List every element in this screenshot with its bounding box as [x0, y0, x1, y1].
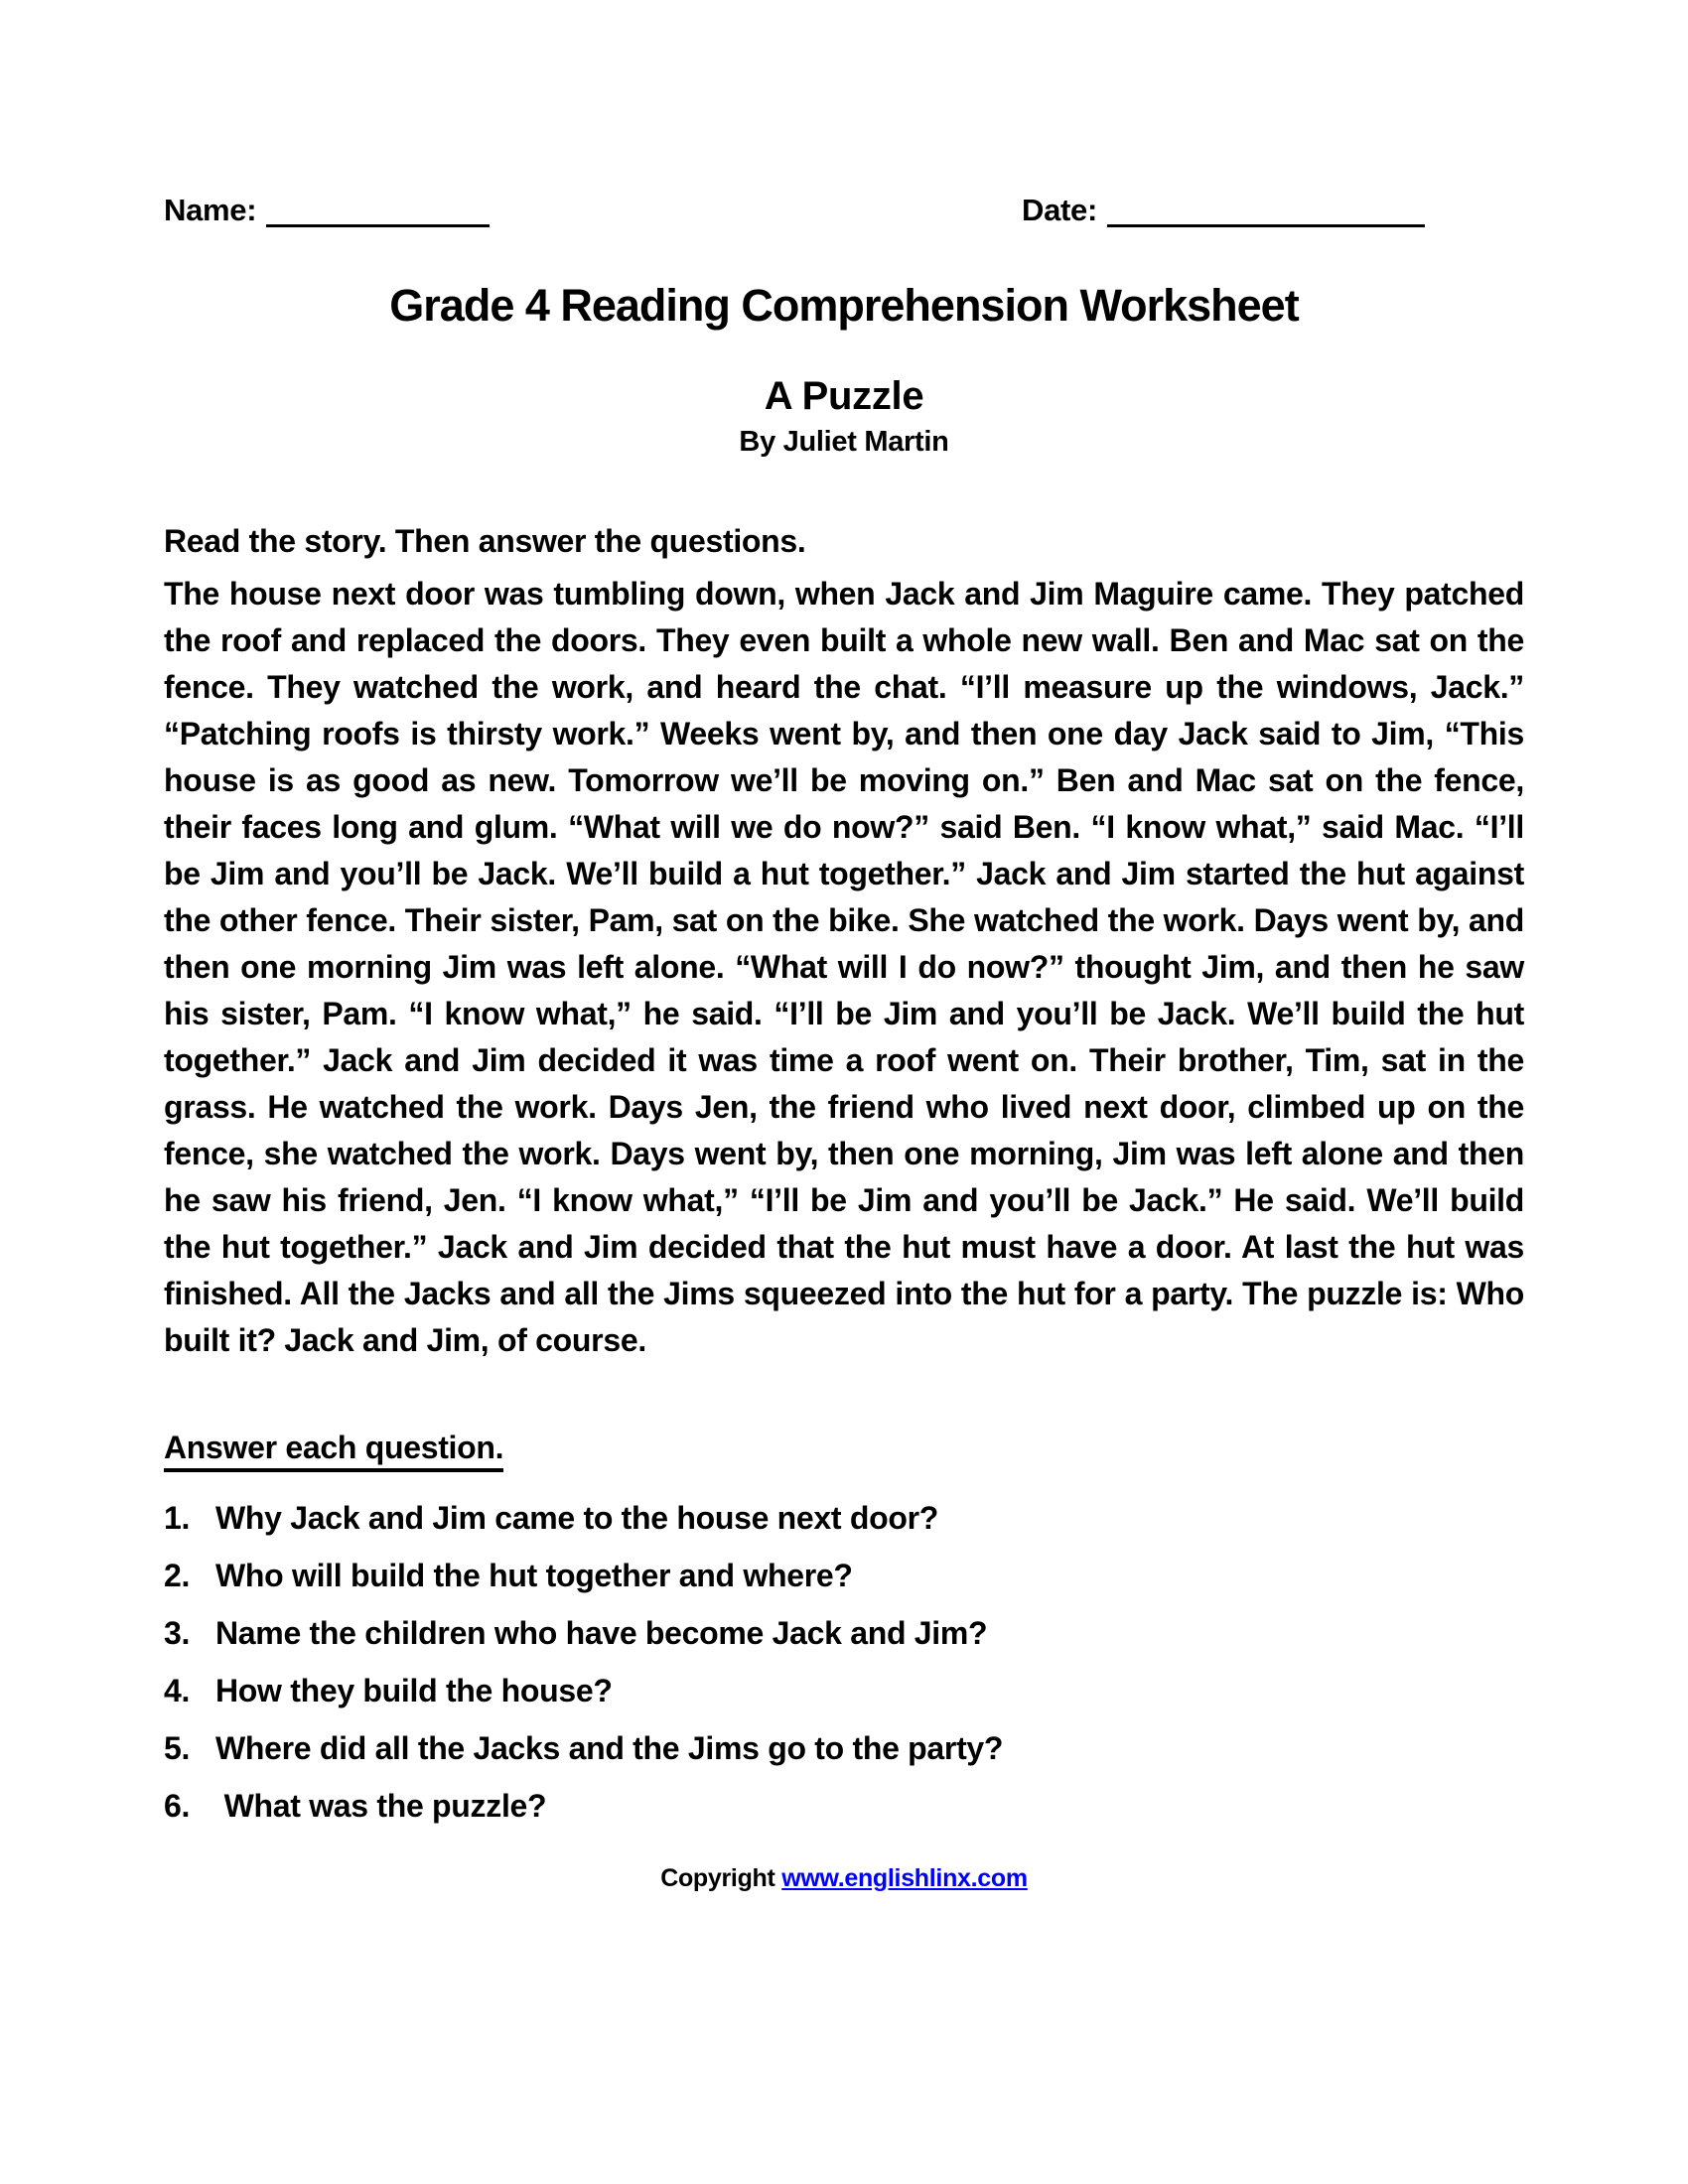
question-text: Why Jack and Jim came to the house next door? [215, 1500, 939, 1536]
questions-heading: Answer each question. [164, 1430, 503, 1472]
question-number: 2. [164, 1558, 191, 1593]
question-item [164, 1790, 1524, 1823]
question-text: Who will build the hut together and where? [215, 1558, 853, 1593]
question-item [164, 1617, 1524, 1650]
question-item [164, 1560, 1524, 1592]
name-field [164, 194, 490, 227]
question-text: What was the puzzle? [215, 1788, 547, 1824]
questions-list [164, 1502, 1524, 1823]
instructions-text: Read the story. Then answer the questions. [164, 523, 806, 559]
date-label: Date: [1021, 193, 1097, 227]
question-text: Where did all the Jacks and the Jims go to the party? [215, 1730, 1004, 1766]
question-number: 4. [164, 1673, 191, 1708]
question-item [164, 1732, 1524, 1765]
footer [164, 1864, 1524, 1892]
date-field [1022, 194, 1425, 227]
question-number: 1. [164, 1500, 191, 1536]
copyright-label: Copyright [660, 1864, 782, 1892]
story-title: A Puzzle [764, 374, 924, 418]
worksheet-title: Grade 4 Reading Comprehension Worksheet [389, 280, 1299, 331]
name-label: Name: [164, 193, 257, 227]
header [164, 194, 1524, 227]
question-number: 5. [164, 1730, 191, 1766]
question-number: 3. [164, 1615, 191, 1651]
story-byline: By Juliet Martin [739, 426, 949, 458]
englishlinx-link[interactable]: www.englishlinx.com [781, 1864, 1028, 1892]
name-blank [266, 195, 490, 227]
question-item [164, 1675, 1524, 1707]
date-blank [1107, 195, 1425, 227]
question-item [164, 1502, 1524, 1535]
question-text: How they build the house? [215, 1673, 613, 1708]
question-number: 6. [164, 1788, 191, 1824]
question-text: Name the children who have become Jack and Jim? [215, 1615, 988, 1651]
story-text: The house next door was tumbling down, when Jack and Jim Maguire came. They patched the roof and replaced the doors. They even built a whole new wall. Ben and Mac sat on the fence. They watched the work, and heard the chat. “I’ll measure up the windows, Jack.” “Patching roofs is thirsty work.” Weeks went by, and then one day Jack said to Jim, “This house is as good as new. Tomorrow we’ll be moving on.” Ben and Mac sat on the fence, their faces long and glum. “What will we do now?” said Ben. “I know what,” said Mac. “I’ll be Jim and you’ll be Jack. We’ll build a hut together.” Jack and Jim started the hut against the other fence. Their sister, Pam, sat on the bike. She watched the work. Days went by, and then one morning Jim was left alone. “What will I do now?” thought Jim, and then he saw his sister, Pam. “I know what,” he said. “I’ll be Jim and you’ll be Jack. We’ll build the hut together.” Jack and Jim decided it was time a roof went on. Their brother, Tim, sat in the grass. He watched the work. Days Jen, the friend who lived next door, climbed up on the fence, she watched the work. Days went by, then one morning, Jim was left alone and then he saw his friend, Jen. “I know what,” “I’ll be Jim and you’ll be Jack.” He said. We’ll build the hut together.” Jack and Jim decided that the hut must have a door. At last the hut was finished. All the Jacks and all the Jims squeezed into the hut for a party. The puzzle is: Who built it? Jack and Jim, of course. [164, 576, 1524, 1358]
